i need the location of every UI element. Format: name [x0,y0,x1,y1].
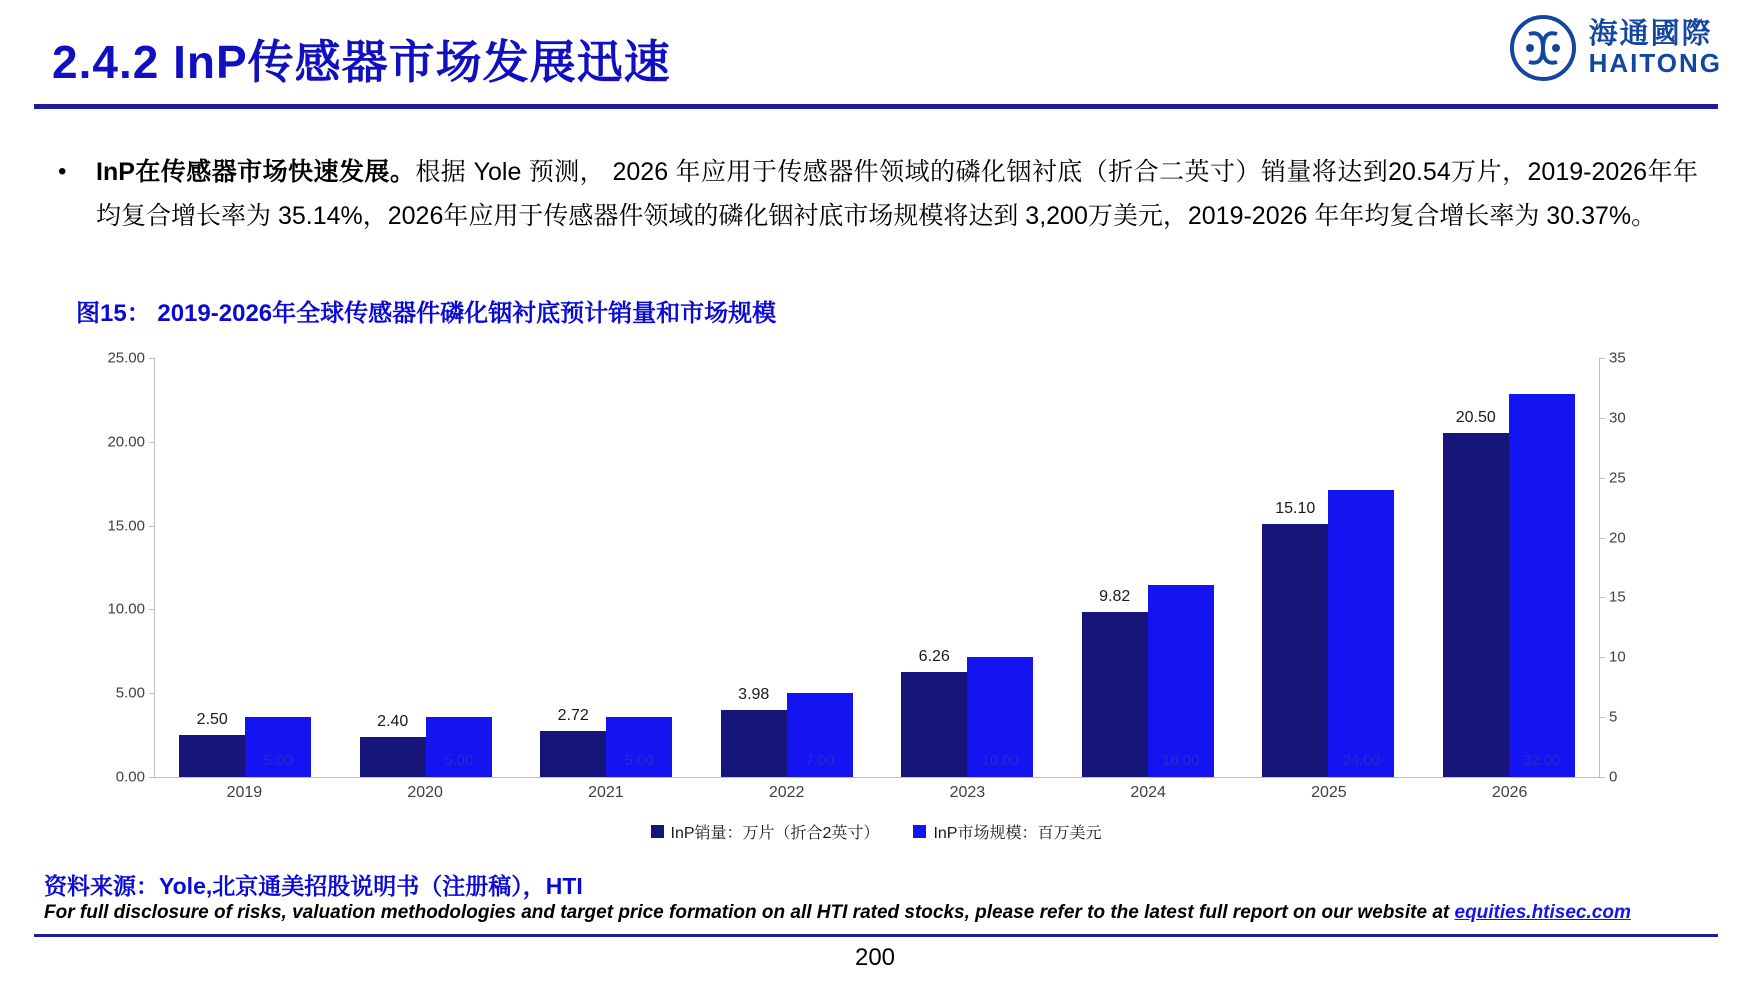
x-axis-label: 2019 [226,784,263,801]
x-axis-label: 2023 [949,784,986,801]
disclaimer-link[interactable]: equities.htisec.com [1454,902,1631,923]
y-axis-left-tick: 20.00 [107,433,145,451]
bar-pair [697,358,878,777]
y-axis-right-tick-mark [1599,777,1605,778]
source-note: 资料来源：Yole,北京通美招股说明书（注册稿），HTI [44,873,583,899]
legend-label: InP市场规模：百万美元 [933,825,1102,842]
y-axis-right-tick: 5 [1609,708,1618,726]
bar-pair [1419,358,1600,777]
bar-market-size [606,717,672,777]
chart [34,340,1718,840]
footer-divider [34,934,1718,937]
chart-legend [34,820,1718,843]
y-axis-left-tick: 15.00 [107,517,145,535]
brand-logo [1509,14,1722,82]
chart-bar-group [1058,358,1239,777]
y-axis-left-tick-mark [149,777,155,778]
y-axis-left-tick: 25.00 [107,349,145,367]
x-axis-label: 2020 [407,784,443,801]
chart-bar-group [877,358,1058,777]
y-axis-left-tick: 10.00 [107,600,145,618]
legend-item[interactable] [913,820,1101,843]
y-axis-left-tick-mark [149,526,155,527]
bar-value-label: 2.72 [557,707,589,725]
bar-volume [721,686,787,777]
y-axis-right-tick-mark [1599,538,1605,539]
bar-market-size [245,717,311,777]
y-axis-right-tick-mark [1599,478,1605,479]
bar-value-label: 5.00 [624,752,654,769]
y-axis-right-tick-mark [1599,358,1605,359]
chart-bar-group [155,358,336,777]
chart-bar-group [1419,358,1600,777]
legend-swatch-icon [651,825,664,838]
bullet-marker: • [58,158,67,185]
bar-pair [1058,358,1239,777]
bar-value-label: 15.10 [1275,499,1316,517]
disclaimer-note [44,902,1714,924]
bar-value-label: 2.50 [196,711,228,729]
y-axis-right-tick-mark [1599,418,1605,419]
y-axis-right-tick: 20 [1609,529,1626,547]
y-axis-right-tick: 30 [1609,409,1626,427]
bar-pair [155,358,336,777]
chart-bar-group [336,358,517,777]
bar-pair [1238,358,1419,777]
bar-volume [901,648,967,777]
legend-label: InP销量：万片（折合2英寸） [670,825,880,842]
x-axis-label: 2021 [588,784,624,801]
haitong-logo-icon [1509,14,1577,82]
bar-value-label: 7.00 [805,752,835,769]
figure-caption: 图15： 2019-2026年全球传感器件磷化铟衬底预计销量和市场规模 [76,300,777,327]
y-axis-left-tick: 0.00 [115,768,145,786]
bar-value-label: 9.82 [1099,588,1131,606]
page-title: 2.4.2 InP传感器市场发展迅速 [52,36,671,88]
bar-volume [1443,409,1509,777]
y-axis-right-tick-mark [1599,597,1605,598]
bar-volume [1262,499,1328,777]
y-axis-left-tick-mark [149,693,155,694]
bar-pair [516,358,697,777]
bar-volume [360,712,426,777]
bar-pair [877,358,1058,777]
y-axis-right-tick: 15 [1609,588,1626,606]
y-axis-right-tick: 0 [1609,768,1618,786]
y-axis-left-tick-mark [149,442,155,443]
bar-market-size [1509,394,1575,777]
bullet-text [96,150,1698,238]
bar-market-size [426,717,492,777]
chart-bar-group [1238,358,1419,777]
y-axis-right-tick-mark [1599,657,1605,658]
bar-value-label: 5.00 [444,752,474,769]
slide-header [0,0,1750,112]
bullet-body: 根据 Yole 预测， 2026 年应用于传感器件领域的磷化铟衬底（折合二英寸）销量将达到20.54万片，2019-2026年年均复合增长率为 35.14%，2026年应用于传感器件领域的磷化铟衬底市场规模将达到 3,200万美元，2019-2026 年年均复合增长率为 30.37%。 [96,158,1698,230]
y-axis-left-tick-mark [149,609,155,610]
x-axis-label: 2024 [1130,784,1166,801]
bar-value-label: 20.50 [1455,409,1496,427]
header-divider [34,104,1718,109]
bar-market-size [1148,585,1214,777]
x-axis-label: 2026 [1491,784,1528,801]
y-axis-right-tick-mark [1599,717,1605,718]
bar-value-label: 32.00 [1522,752,1561,769]
x-axis-label: 2025 [1311,784,1347,801]
bar-volume [540,707,606,777]
bullet-lead: InP在传感器市场快速发展。 [96,158,416,186]
legend-item[interactable] [651,820,880,843]
logo-text-cn: 海通國際 [1588,18,1713,51]
bar-pair [336,358,517,777]
bullet-paragraph [58,150,1698,238]
bar-value-label: 5.00 [263,752,293,769]
bar-volume [179,711,245,777]
bar-market-size [787,693,853,777]
legend-swatch-icon [913,825,926,838]
bar-market-size [1328,490,1394,777]
y-axis-right-tick: 35 [1609,349,1626,367]
chart-bar-group [516,358,697,777]
disclaimer-text: For full disclosure of risks, valuation methodologies and target price formation on all HTI rated stocks, please refer to the latest full report on our website at [44,902,1455,923]
y-axis-right-tick: 25 [1609,469,1626,487]
chart-bar-groups [155,358,1599,777]
y-axis-left-tick-mark [149,358,155,359]
bar-market-size [967,657,1033,777]
bar-volume [1082,588,1148,777]
bar-value-label: 16.00 [1161,752,1200,769]
bar-value-label: 10.00 [981,752,1020,769]
x-axis-label: 2022 [768,784,805,801]
chart-bar-group [697,358,878,777]
bar-value-label: 3.98 [738,686,770,704]
chart-x-axis-labels [154,784,1600,802]
y-axis-right-tick: 10 [1609,648,1626,666]
y-axis-left-tick: 5.00 [115,684,145,702]
bar-value-label: 24.00 [1342,752,1381,769]
chart-plot-area [107,349,1626,786]
logo-text-en: HAITONG [1588,47,1722,78]
bar-value-label: 6.26 [918,648,950,666]
bar-value-label: 2.40 [377,712,409,730]
page-number: 200 [854,944,896,971]
